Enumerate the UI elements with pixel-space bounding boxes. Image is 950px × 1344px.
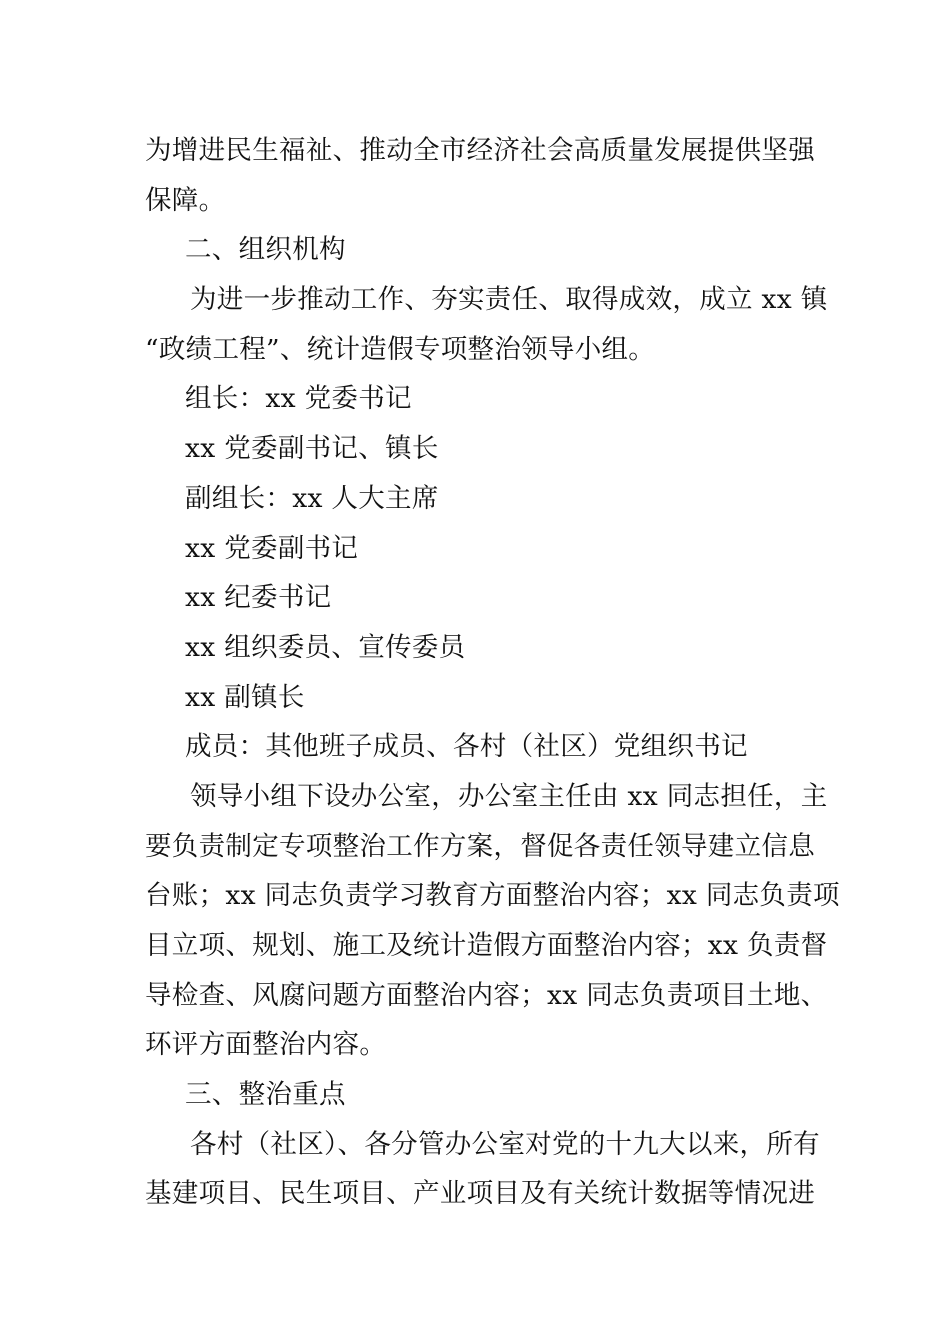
roster-deputy-2: xx 党委副书记: [185, 532, 359, 564]
roster-deputy-5: xx 副镇长: [185, 681, 305, 713]
paragraph-line: 保障。: [145, 184, 226, 216]
roster-deputy: 副组长：xx 人大主席: [185, 482, 439, 514]
paragraph-line: 基建项目、民生项目、产业项目及有关统计数据等情况进: [145, 1178, 815, 1210]
roster-leader: 组长：xx 党委书记: [185, 383, 412, 415]
paragraph-line: 要负责制定专项整治工作方案，督促各责任领导建立信息: [145, 830, 815, 862]
paragraph-line: 导检查、风腐问题方面整治内容；xx 同志负责项目土地、: [145, 979, 828, 1011]
paragraph-line: 台账；xx 同志负责学习教育方面整治内容；xx 同志负责项: [145, 880, 840, 912]
section-heading-rectification-focus: 三、整治重点: [185, 1079, 346, 1111]
paragraph-line: “政绩工程”、统计造假专项整治领导小组。: [145, 333, 656, 365]
paragraph-line: 目立项、规划、施工及统计造假方面整治内容；xx 负责督: [145, 930, 828, 961]
paragraph-line: 各村（社区）、各分管办公室对党的十九大以来，所有: [190, 1128, 820, 1160]
roster-leader-2: xx 党委副书记、镇长: [185, 433, 439, 465]
paragraph-line: 为进一步推动工作、夯实责任、取得成效，成立 xx 镇: [190, 284, 828, 316]
roster-deputy-3: xx 纪委书记: [185, 582, 332, 614]
document-body: [145, 126, 840, 1219]
roster-members: 成员：其他班子成员、各村（社区）党组织书记: [185, 731, 748, 763]
paragraph-line: 环评方面整治内容。: [145, 1029, 387, 1061]
section-heading-organization: 二、组织机构: [185, 234, 346, 266]
roster-deputy-4: xx 组织委员、宣传委员: [185, 631, 466, 663]
paragraph-line: 为增进民生福祉、推动全市经济社会高质量发展提供坚强: [145, 135, 815, 166]
paragraph-line: 领导小组下设办公室，办公室主任由 xx 同志担任，主: [190, 780, 828, 812]
